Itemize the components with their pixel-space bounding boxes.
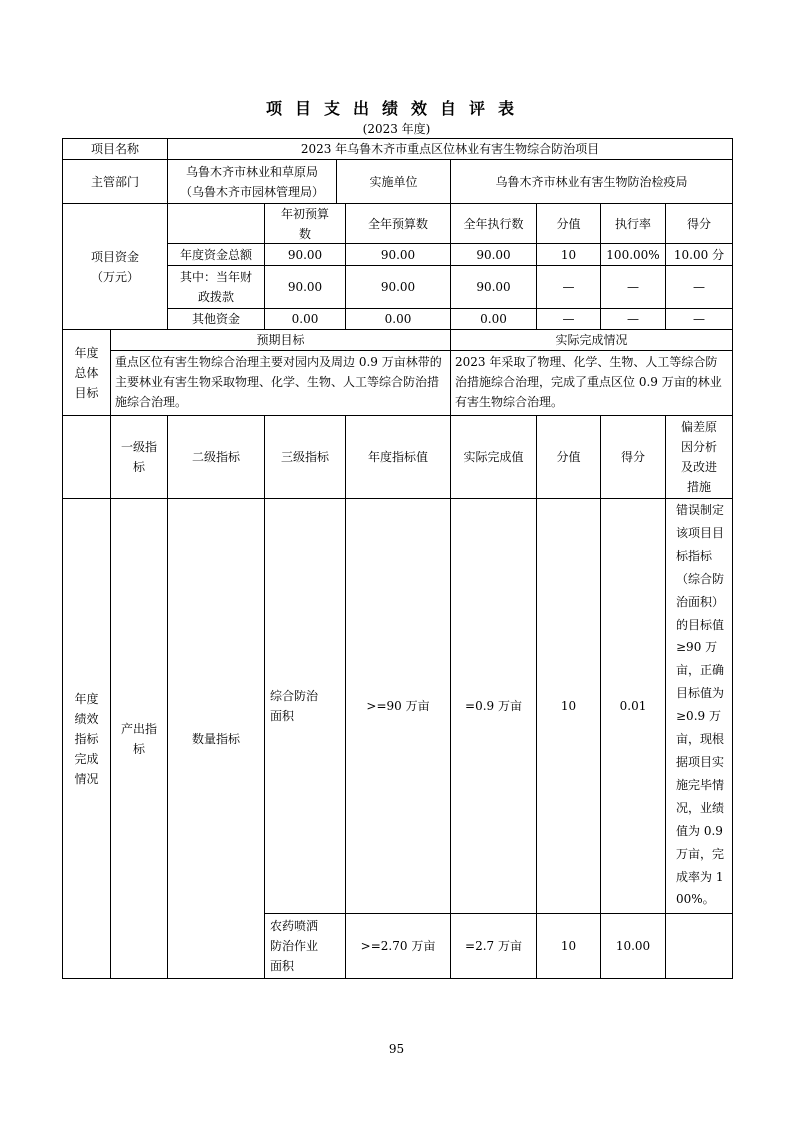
funds-cell: 90.00 (476, 247, 511, 262)
funds-row-name: 年度资金总额 (179, 247, 252, 262)
indicator-header: 偏差原 因分析 及改进 措施 (680, 420, 717, 494)
level1-indicator: 产出指 标 (120, 721, 157, 756)
funds-header: 得分 (686, 216, 711, 231)
level3-indicator: 农药喷洒 防治作业 面积 (270, 919, 319, 973)
actual-goal-text: 2023 年采取了物理、化学、生物、人工等综合防治措施综合治理，完成了重点区位 0.9 万亩的林业有害生物综合治理。 (455, 355, 722, 409)
score: 10.00 (615, 939, 651, 953)
funds-header: 年初预算 数 (280, 206, 329, 241)
funds-cell: 0.00 (291, 312, 319, 326)
expected-goal-header: 预期目标 (256, 333, 305, 347)
level2-indicator: 数量指标 (191, 731, 240, 746)
indicator-header: 年度指标值 (367, 450, 428, 464)
funds-header: 全年执行数 (463, 216, 524, 231)
indicator-header: 实际完成值 (463, 450, 524, 464)
score-value: 10 (560, 939, 577, 953)
funds-cell: 0.00 (480, 312, 507, 326)
target-value: >=2.70 万亩 (360, 939, 436, 953)
funds-row-name: 其中：当年财 政拨款 (179, 270, 252, 304)
funds-cell: — (693, 280, 705, 294)
funds-cell: 10.00 分 (673, 247, 725, 262)
funds-cell: — (562, 312, 575, 326)
funds-cell: — (693, 312, 705, 326)
performance-section-label: 年度 绩效 指标 完成 情况 (74, 691, 99, 786)
indicator-header: 一级指 标 (120, 440, 157, 474)
deviation-analysis (666, 914, 732, 978)
impl-label: 实施单位 (369, 174, 418, 189)
expected-goal-text: 重点区位有害生物综合治理主要对园内及周边 0.9 万亩林带的主要林业有害生物采取物理、化学、生物、人工等综合防治措施综合治理。 (115, 355, 442, 409)
impl-value: 乌鲁木齐市林业有害生物防治检疫局 (495, 174, 688, 189)
goals-label: 年度 总体 目标 (74, 345, 99, 400)
funds-cell: 90.00 (287, 247, 323, 262)
dept-value: 乌鲁木齐市林业和草原局 （乌鲁木齐市园林管理局） (179, 164, 324, 199)
actual-goal-header: 实际完成情况 (555, 333, 628, 347)
dept-label: 主管部门 (90, 174, 139, 189)
funds-header: 分值 (556, 216, 581, 231)
indicator-header: 三级指标 (280, 450, 329, 464)
target-value: >=90 万亩 (366, 699, 430, 713)
score: 0.01 (619, 699, 647, 713)
page-title: 项目支出绩效自评表 (265, 99, 527, 118)
funds-cell: — (627, 280, 639, 294)
score-value: 10 (560, 699, 577, 713)
funds-cell: 90.00 (287, 280, 323, 294)
funds-header: 全年预算数 (367, 216, 428, 231)
funds-cell: 90.00 (380, 247, 416, 262)
funds-cell: — (562, 280, 575, 294)
indicator-header: 分值 (556, 450, 581, 464)
funds-cell: 100.00% (606, 247, 660, 262)
project-name-value: 2023 年乌鲁木齐市重点区位林业有害生物综合防治项目 (300, 142, 600, 156)
project-name-label: 项目名称 (90, 142, 139, 156)
funds-label: 项目资金 （万元） (90, 249, 139, 284)
actual-value: =0.9 万亩 (465, 699, 522, 713)
funds-row-name: 其他资金 (191, 312, 240, 326)
funds-cell: 90.00 (476, 280, 511, 294)
funds-cell: 90.00 (380, 280, 416, 294)
indicator-header: 得分 (620, 450, 645, 464)
funds-cell: 10 (560, 247, 577, 262)
level3-indicator: 综合防治 面积 (270, 689, 319, 723)
indicator-header: 二级指标 (191, 450, 240, 464)
fiscal-year: (2023 年度) (362, 122, 431, 136)
actual-value: =2.7 万亩 (465, 939, 522, 953)
funds-cell: — (627, 312, 639, 326)
funds-cell: 0.00 (384, 312, 412, 326)
funds-header: 执行率 (614, 216, 651, 231)
page-number: 95 (388, 1042, 405, 1056)
deviation-analysis: 错误制定该项目目标指标（综合防治面积）的目标值≥90 万亩，正确目标值为≥0.9 万亩，现根据项目实施完毕情况，业绩值为 0.9 万亩，完成率为 100%。 (676, 503, 725, 907)
